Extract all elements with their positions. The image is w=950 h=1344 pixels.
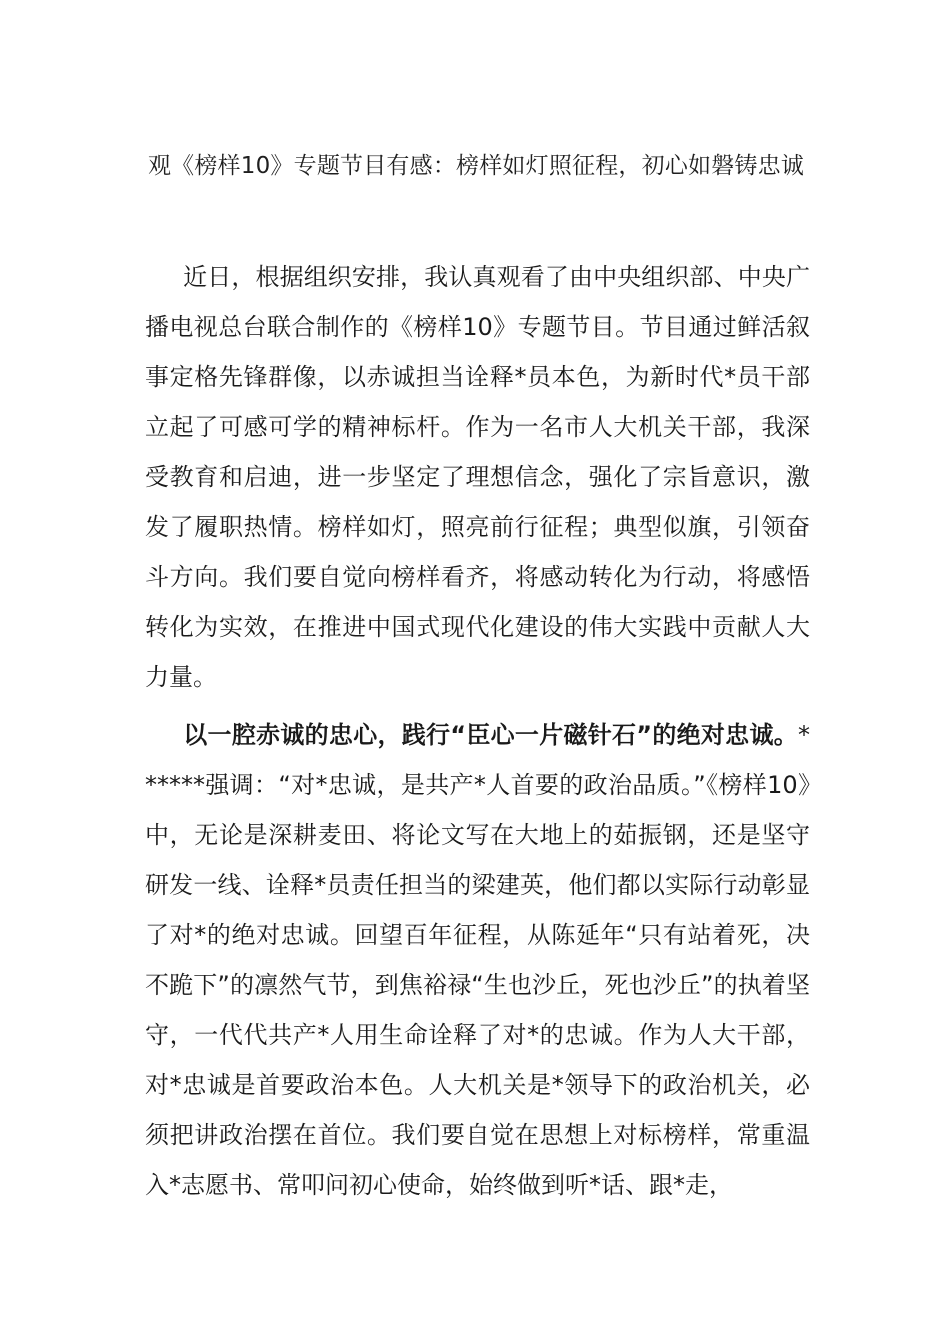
- paragraph-1: [145, 252, 810, 702]
- paragraph-2: [145, 710, 810, 1210]
- document-title: 观《榜样10》专题节目有感：榜样如灯照征程，初心如磐铸忠诚: [147, 153, 805, 179]
- paragraph-2-lead: 以一腔赤诚的忠心，践行“臣心一片磁针石”的绝对忠诚。: [183, 721, 798, 749]
- paragraph-1-text: 近日，根据组织安排，我认真观看了由中央组织部、中央广播电视总台联合制作的《榜样10》专题节目。节目通过鲜活叙事定格先锋群像，以赤诚担当诠释*员本色，为新时代*员干部立起了可感可学的精神标杆。作为一名市人大机关干部，我深受教育和启迪，进一步坚定了理想信念，强化了宗旨意识，激发了履职热情。榜样如灯，照亮前行征程；典型似旗，引领奋斗方向。我们要自觉向榜样看齐，将感动转化为行动，将感悟转化为实效，在推进中国式现代化建设的伟大实践中贡献人大力量。: [145, 263, 810, 691]
- paragraph-2-text: ******强调：“对*忠诚，是共产*人首要的政治品质。”《榜样10》中，无论是深耕麦田、将论文写在大地上的茹振钢，还是坚守研发一线、诠释*员责任担当的梁建英，他们都以实际行动彰显了对*的绝对忠诚。回望百年征程，从陈延年“只有站着死，决不跪下”的凛然气节，到焦裕禄“生也沙丘，死也沙丘”的执着坚守，一代代共产*人用生命诠释了对*的忠诚。作为人大干部，对*忠诚是首要政治本色。人大机关是*领导下的政治机关，必须把讲政治摆在首位。我们要自觉在思想上对标榜样，常重温入*志愿书、常叩问初心使命，始终做到听*话、跟*走，: [145, 721, 810, 1199]
